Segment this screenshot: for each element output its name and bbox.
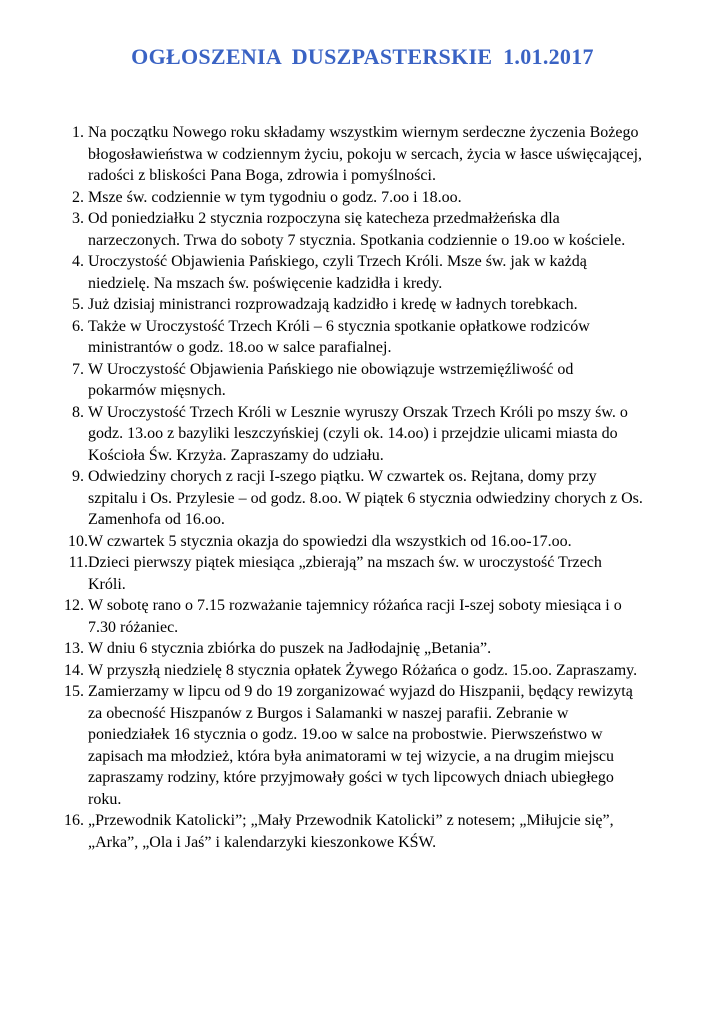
announcement-text: Na początku Nowego roku składamy wszystkim wiernym serdeczne życzenia Bożego błogosławieństwa w codziennym życiu, pokoju w sercach, życia w łasce uświęcającej, radości z bliskości Pana Boga, zdrowia i pomyślności. [88,124,643,184]
announcement-number: 10. [68,532,88,550]
announcement-text: Msze św. codziennie w tym tygodniu o godz. 7.oo i 18.oo. [88,188,462,206]
announcement-list [60,122,690,853]
announcement-item [60,638,690,660]
announcement-item [60,122,690,187]
announcement-text: Już dzisiaj ministranci rozprowadzają kadzidło i kredę w ładnych torebkach. [88,296,578,313]
announcement-item [60,810,690,853]
announcement-number: 2. [72,188,88,206]
announcement-item [60,681,690,810]
announcement-text: Uroczystość Objawienia Pańskiego, czyli Trzech Króli. Msze św. jak w każdą niedzielę. Na mszach św. poświęcenie kadzidła i kredy. [88,253,587,292]
announcement-number: 15. [64,683,88,700]
page-title: OGŁOSZENIA DUSZPASTERSKIE 1.01.2017 [131,44,594,69]
announcement-text: Od poniedziałku 2 stycznia rozpoczyna się katecheza przedmałżeńska dla narzeczonych. Trwa do soboty 7 stycznia. Spotkania codziennie o 19.oo w kościele. [88,210,626,249]
announcement-item [60,402,690,467]
announcement-item [60,359,690,402]
announcement-number: 5. [72,296,88,313]
announcement-number: 8. [72,403,88,421]
announcement-number: 16. [64,812,88,829]
announcement-item [60,531,690,553]
announcement-number: 3. [72,210,88,227]
announcement-number: 12. [64,597,88,614]
announcement-number: 11. [68,554,88,571]
announcement-item [60,187,690,209]
announcement-text: W Uroczystość Objawienia Pańskiego nie obowiązuje wstrzemięźliwość od pokarmów mięsnych. [88,360,574,399]
announcement-number: 6. [72,317,88,335]
announcement-number: 14. [64,661,88,679]
announcement-number: 9. [72,468,88,485]
announcement-item [60,466,690,531]
announcement-item [60,316,690,359]
announcement-text: W dniu 6 stycznia zbiórka do puszek na Jadłodajnię „Betania”. [88,640,492,657]
announcement-text: W przyszłą niedzielę 8 stycznia opłatek Żywego Różańca o godz. 15.oo. Zapraszamy. [88,661,638,679]
announcement-item [60,552,690,595]
announcement-text: „Przewodnik Katolicki”; „Mały Przewodnik Katolicki” z notesem; „Miłujcie się”, „Arka”, „Ola i Jaś” i kalendarzyki kieszonkowe KŚW. [88,812,614,851]
announcement-text: Dzieci pierwszy piątek miesiąca „zbierają” na mszach św. w uroczystość Trzech Króli. [88,554,602,593]
announcement-number: 4. [72,253,88,270]
announcement-text: W czwartek 5 stycznia okazja do spowiedzi dla wszystkich od 16.oo-17.oo. [88,532,572,550]
announcement-item [60,208,690,251]
announcement-item [60,660,690,682]
announcement-item [60,595,690,638]
announcement-number: 13. [64,640,88,657]
announcement-text: W Uroczystość Trzech Króli w Lesznie wyruszy Orszak Trzech Króli po mszy św. o godz. 13.oo z bazyliki leszczyńskiej (czyli ok. 14.oo) i przejdzie ulicami miasta do Kościoła Św. Krzyża. Zapraszamy do udziału. [88,403,628,464]
announcement-text: Zamierzamy w lipcu od 9 do 19 zorganizować wyjazd do Hiszpanii, będący rewizytą za obecność Hiszpanów z Burgos i Salamanki w naszej parafii. Zebranie w poniedziałek 16 stycznia o godz. 19.oo w salce na probostwie. Pierwszeństwo w zapisach ma młodzież, która była animatorami w tej wizycie, a na drugim miejscu zapraszamy rodziny, które przyjmowały gości w tych lipcowych dniach ubiegłego roku. [88,683,633,808]
announcement-text: Odwiedziny chorych z racji I-szego piątku. W czwartek os. Rejtana, domy przy szpitalu i Os. Przylesie – od godz. 8.oo. W piątek 6 stycznia odwiedziny chorych z Os. Zamenhofa od 16.oo. [88,468,643,528]
announcement-number: 1. [72,124,88,141]
announcement-number: 7. [72,360,88,378]
announcement-text: Także w Uroczystość Trzech Króli – 6 stycznia spotkanie opłatkowe rodziców ministrantów o godz. 18.oo w salce parafialnej. [88,317,590,356]
announcement-text: W sobotę rano o 7.15 rozważanie tajemnicy różańca racji I-szej soboty miesiąca i o 7.30 różaniec. [88,597,622,636]
announcement-item [60,251,690,294]
announcement-item [60,294,690,316]
